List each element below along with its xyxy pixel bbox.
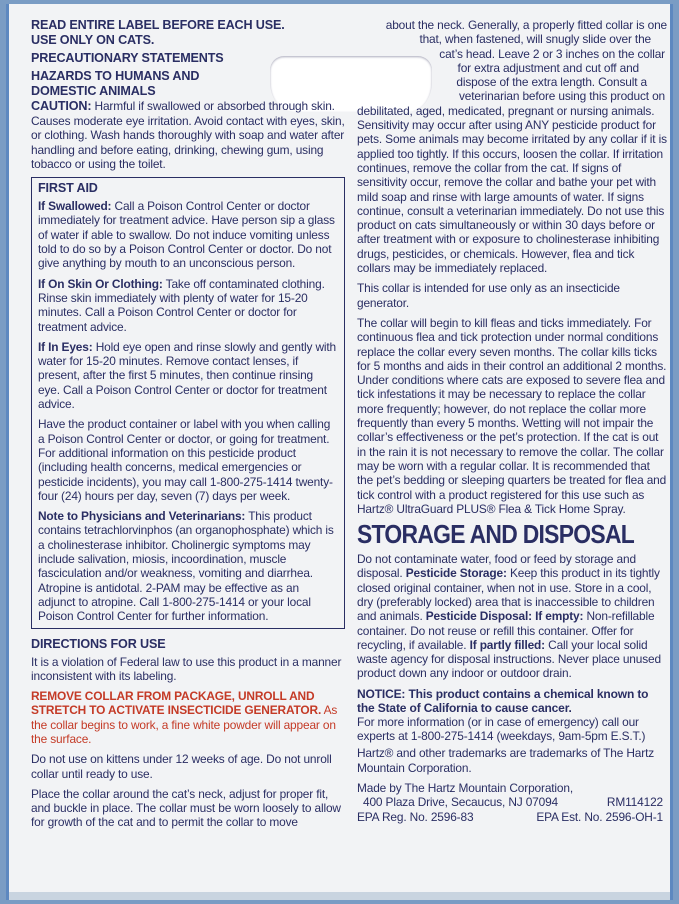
read-label-heading: READ ENTIRE LABEL BEFORE EACH USE.: [31, 18, 285, 32]
sensitivity-paragraph: debilitated, aged, medicated, pregnant or nursing animals. Sensitivity may occur after using ANY pesticide product for pets. Some animals may become irritated by any collar if it is applied too tightly. If this occurs, loosen the collar. If irritation continues, remove the collar from the cat. If signs of sensitivity occur, remove the collar and bathe your pet with mild soap and rinse with large amounts of water. If signs continue, consult a veterinarian immediately. Do not use this product on cats simultaneously or within 30 days before or after treatment with or exposure to cholinesterase inhibiting drugs, pesticides, or chemicals. However, flea and tick collars may be immediately replaced.: [357, 103, 667, 276]
pesticide-disposal-label: Pesticide Disposal: If empty:: [425, 609, 584, 624]
storage-intro-text: Do not contaminate water, food or feed by storage and disposal.: [357, 552, 636, 581]
if-in-eyes-paragraph: [38, 340, 338, 411]
if-swallowed-label: If Swallowed:: [38, 199, 112, 214]
neck-line-3: cat’s head. Leave 2 or 3 inches on the collar: [439, 46, 665, 61]
intended-use-paragraph: This collar is intended for use only as an insecticide generator.: [357, 281, 620, 310]
neck-line-1: about the neck. Generally, a properly fitted collar is one: [385, 18, 667, 32]
storage-disposal-heading: STORAGE AND DISPOSAL: [357, 519, 635, 550]
pesticide-storage-label: Pesticide Storage:: [405, 566, 507, 581]
if-swallowed-paragraph: [38, 199, 338, 270]
if-in-eyes-label: If In Eyes:: [38, 339, 93, 354]
white-powder-text: As the collar begins to work, a fine white powder will appear on the surface.: [31, 703, 338, 746]
physicians-note-paragraph: [38, 509, 338, 623]
if-on-skin-text: Take off contaminated clothing. Rinse skin immediately with plenty of water for 15-20 minutes. Call a Poison Control Center or doctor for treatment advice.: [38, 276, 325, 334]
caution-text: Harmful if swallowed or absorbed through skin. Causes moderate eye irritation. Avoid contact with eyes, skin, or clothing. Wash hands thoroughly with soap and water after handling and before eating, drinking, chewing gum, using tobacco or using the toilet.: [31, 99, 345, 171]
place-collar-paragraph: Place the collar around the cat’s neck, adjust for proper fit, and buckle in place. The collar must be worn loosely to allow for growth of the cat and to permit the collar to move: [31, 786, 341, 830]
hazards-heading-line1: HAZARDS TO HUMANS AND: [31, 69, 200, 83]
kittens-paragraph: Do not use on kittens under 12 weeks of age. Do not unroll collar until ready to use.: [31, 752, 332, 781]
caution-label: CAUTION:: [31, 99, 92, 113]
package-bottom-edge: [9, 892, 670, 900]
pesticide-storage-text: Keep this product in its tightly closed original container, when not in use. Store in a cool, dry (preferably locked) area that is inaccessible to children and animals.: [357, 566, 660, 624]
neck-line-6: veterinarian before using this product on: [458, 89, 665, 104]
partly-filled-label: If partly filled:: [469, 637, 545, 652]
neck-line-5: dispose of the extra length. Consult a: [456, 75, 647, 90]
partly-filled-text: Call your local solid waste agency for disposal instructions. Never place unused product down any indoor or outdoor drain.: [357, 637, 661, 681]
if-in-eyes-text: Hold eye open and rinse slowly and gently with water for 15-20 minutes. Remove contact lenses, if present, after the first 5 minutes, then continue rinsing eye. Call a Poison Control Center or doctor for treatment advice.: [38, 339, 336, 412]
storage-disposal-paragraph: [357, 552, 669, 681]
federal-law-paragraph: It is a violation of Federal law to use this product in a manner inconsistent with its labeling.: [31, 654, 342, 683]
if-swallowed-text: Call a Poison Control Center or doctor immediately for treatment advice. Have person sip a glass of water if able to swallow. Do not induce vomiting unless told to do so by a Poison Control Center or doctor. Do not give anything by mouth to an unconscious person.: [38, 199, 335, 271]
kill-fleas-paragraph: The collar will begin to kill fleas and ticks immediately. For continuous flea and tick protection under normal conditions replace the collar every seven months. The collar kills ticks for 5 months and aids in their control an additional 2 months. Under conditions where cats are exposed to severe flea and tick infestations it may be necessary to replace the collar more frequently; however, do not replace the collar more frequently than every 5 months. Wetting will not impair the collar’s effectiveness or the pet’s protection. If the cat is out in the rain it is not necessary to remove the collar. The collar may be worn with a regular collar. It is recommended that the pet’s bedding or sleeping quarters be treated for flea and tick control with a product registered for this use such as Hartz® UltraGuard PLUS® Flea & Tick Home Spray.: [357, 315, 667, 516]
if-on-skin-paragraph: [38, 277, 338, 334]
precautionary-heading: PRECAUTIONARY STATEMENTS: [31, 51, 224, 65]
neck-line-2: that, when fastened, will snugly slide over the: [419, 32, 651, 47]
caution-paragraph: [31, 99, 349, 171]
address-row: [357, 795, 669, 809]
first-aid-box: [31, 177, 345, 628]
rm-code: RM114122: [606, 795, 663, 810]
epa-row: [357, 810, 669, 824]
directions-heading: DIRECTIONS FOR USE: [31, 636, 166, 651]
california-notice: NOTICE: This product contains a chemical known to the State of California to cause cancer.: [357, 686, 649, 715]
activate-collar-paragraph: [31, 689, 349, 746]
epa-est-number: EPA Est. No. 2596-OH-1: [536, 809, 663, 824]
more-info-paragraph: For more information (or in case of emergency) call our experts at 1-800-275-1414 (weekdays, 9am-5pm E.S.T.): [357, 714, 646, 744]
cats-only-heading: USE ONLY ON CATS.: [31, 33, 155, 47]
made-by-line: Made by The Hartz Mountain Corporation,: [357, 780, 574, 795]
epa-reg-number: EPA Reg. No. 2596-83: [357, 809, 474, 824]
physicians-note-text: This product contains tetrachlorvinphos (an organophosphate) which is a cholinesterase inhibitor. Cholinergic symptoms may include salivation, miosis, incoordination, muscle fasciculation and/or weakness, vomiting and diarrhea. Atropine is antidotal. 2-PAM may be effective as an adjunct to atropine. Call 1-800-275-1414 or your local Poison Control Center for further information.: [38, 509, 334, 624]
remove-collar-instruction: REMOVE COLLAR FROM PACKAGE, UNROLL AND STRETCH TO ACTIVATE INSECTICIDE GENERATOR.: [31, 689, 322, 718]
pesticide-disposal-text: Non-refillable container. Do not reuse or refill this container. Offer for recycling, if available.: [357, 609, 655, 652]
hazards-heading-line2: DOMESTIC ANIMALS: [31, 84, 156, 98]
trademark-paragraph: Hartz® and other trademarks are trademarks of The Hartz Mountain Corporation.: [357, 746, 655, 775]
address-text: 400 Plaza Drive, Secaucus, NJ 07094: [363, 795, 559, 810]
left-column: [31, 18, 349, 830]
physicians-note-label: Note to Physicians and Veterinarians:: [38, 509, 246, 524]
first-aid-title: FIRST AID: [38, 181, 98, 196]
if-on-skin-label: If On Skin Or Clothing:: [38, 276, 163, 291]
container-advice-paragraph: Have the product container or label with you when calling a Poison Control Center or doctor, or going for treatment. For additional information on this pesticide product (including health concerns, medical emergencies or pesticide incidents), you may call 1-800-275-1414 twenty-four (24) hours per day, seven (7) days per week.: [38, 417, 333, 503]
label-panel: [6, 4, 673, 900]
right-column: [357, 18, 669, 824]
neck-line-4: for extra adjustment and cut off and: [457, 60, 639, 75]
